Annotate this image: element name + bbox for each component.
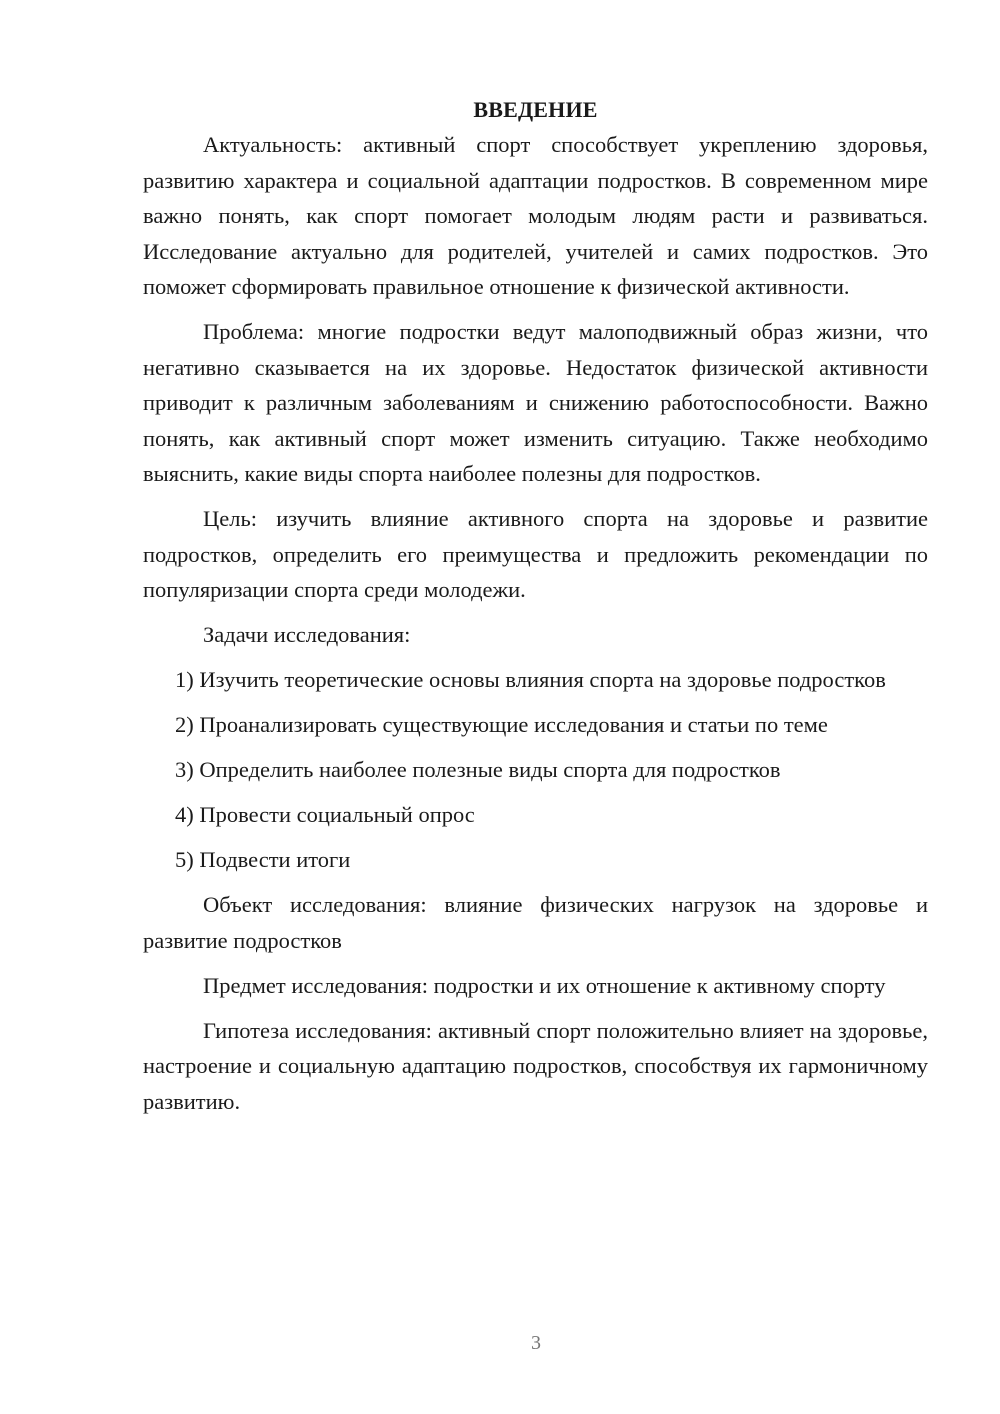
relevance-paragraph: Актуальность: активный спорт способствует укреплению здоровья, развитию характера и социальной адаптации подростков. В современном мире важно понять, как спорт помогает молодым людям расти и развиваться. Исследование актуально для родителей, учителей и самих подростков. Это поможет сформировать правильное отношение к физической активности. — [143, 132, 928, 299]
task-item-3: 3) Определить наиболее полезные виды спорта для подростков — [175, 757, 781, 782]
document-page — [143, 92, 928, 1119]
task-item-1: 1) Изучить теоретические основы влияния спорта на здоровье подростков — [175, 667, 886, 692]
object-paragraph: Объект исследования: влияние физических нагрузок на здоровье и развитие подростков — [143, 892, 928, 953]
tasks-heading: Задачи исследования: — [203, 622, 411, 647]
task-item-4: 4) Провести социальный опрос — [175, 802, 475, 827]
task-item-2: 2) Проанализировать существующие исследования и статьи по теме — [175, 712, 828, 737]
hypothesis-paragraph: Гипотеза исследования: активный спорт положительно влияет на здоровье, настроение и социальную адаптацию подростков, способствуя их гармоничному развитию. — [143, 1017, 928, 1114]
subject-paragraph: Предмет исследования: подростки и их отношение к активному спорту — [203, 972, 886, 998]
page-title: ВВЕДЕНИЕ — [473, 97, 598, 122]
problem-paragraph: Проблема: многие подростки ведут малоподвижный образ жизни, что негативно сказывается на их здоровье. Недостаток физической активности приводит к различным заболеваниям и снижению работоспособности. Важно понять, как активный спорт может изменить ситуацию. Также необходимо выяснить, какие виды спорта наиболее полезны для подростков. — [143, 319, 928, 486]
task-item-5: 5) Подвести итоги — [175, 847, 351, 872]
page-number: 3 — [531, 1332, 541, 1354]
goal-paragraph: Цель: изучить влияние активного спорта на здоровье и развитие подростков, определить его преимущества и предложить рекомендации по популяризации спорта среди молодежи. — [143, 506, 928, 602]
